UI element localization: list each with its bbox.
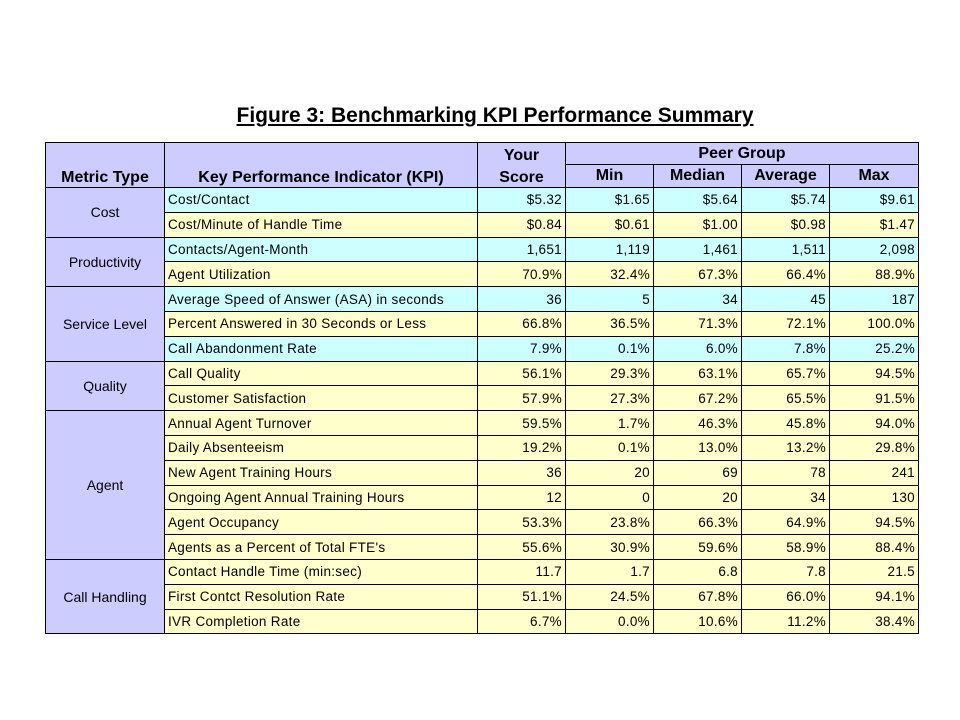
table-row	[46, 237, 919, 262]
table-row	[46, 411, 919, 436]
max-cell: 38.4%	[830, 609, 919, 634]
min-cell: 1.7%	[566, 411, 654, 436]
your-score-cell: $0.84	[478, 212, 566, 237]
your-score-cell: 70.9%	[478, 262, 566, 287]
header-your: Your	[478, 143, 566, 165]
average-cell: 34	[742, 485, 830, 510]
median-cell: 6.0%	[654, 336, 742, 361]
median-cell: 1,461	[654, 237, 742, 262]
your-score-cell: 6.7%	[478, 609, 566, 634]
median-cell: 69	[654, 460, 742, 485]
max-cell: 94.1%	[830, 584, 919, 609]
max-cell: 130	[830, 485, 919, 510]
average-cell: $5.74	[742, 188, 830, 213]
kpi-cell: Call Abandonment Rate	[165, 336, 478, 361]
kpi-cell: Call Quality	[165, 361, 478, 386]
table-row	[46, 212, 919, 237]
table-row	[46, 311, 919, 336]
max-cell: 100.0%	[830, 311, 919, 336]
header-min: Min	[566, 165, 654, 188]
average-cell: 45.8%	[742, 411, 830, 436]
min-cell: 32.4%	[566, 262, 654, 287]
max-cell: 25.2%	[830, 336, 919, 361]
median-cell: 63.1%	[654, 361, 742, 386]
kpi-cell: Annual Agent Turnover	[165, 411, 478, 436]
your-score-cell: 7.9%	[478, 336, 566, 361]
median-cell: 67.3%	[654, 262, 742, 287]
max-cell: 29.8%	[830, 435, 919, 460]
metric-type-cell: Productivity	[46, 237, 165, 287]
kpi-cell: Contacts/Agent-Month	[165, 237, 478, 262]
average-cell: 13.2%	[742, 435, 830, 460]
kpi-cell: Agent Occupancy	[165, 510, 478, 535]
min-cell: 0.1%	[566, 435, 654, 460]
median-cell: 66.3%	[654, 510, 742, 535]
table-row	[46, 336, 919, 361]
median-cell: 46.3%	[654, 411, 742, 436]
average-cell: 1,511	[742, 237, 830, 262]
table-row	[46, 609, 919, 634]
table-row	[46, 188, 919, 213]
table-row	[46, 485, 919, 510]
kpi-cell: First Contct Resolution Rate	[165, 584, 478, 609]
average-cell: 11.2%	[742, 609, 830, 634]
kpi-cell: Agent Utilization	[165, 262, 478, 287]
your-score-cell: 55.6%	[478, 535, 566, 560]
average-cell: 64.9%	[742, 510, 830, 535]
header-score: Score	[478, 165, 566, 188]
table-row	[46, 361, 919, 386]
your-score-cell: $5.32	[478, 188, 566, 213]
max-cell: 241	[830, 460, 919, 485]
kpi-cell: Ongoing Agent Annual Training Hours	[165, 485, 478, 510]
min-cell: 1,119	[566, 237, 654, 262]
header-blank-cell	[46, 143, 165, 165]
header-kpi: Key Performance Indicator (KPI)	[165, 165, 478, 188]
median-cell: 20	[654, 485, 742, 510]
median-cell: 34	[654, 287, 742, 312]
average-cell: 66.4%	[742, 262, 830, 287]
kpi-cell: Contact Handle Time (min:sec)	[165, 559, 478, 584]
max-cell: 21.5	[830, 559, 919, 584]
header-peer-group: Peer Group	[566, 143, 919, 165]
max-cell: $1.47	[830, 212, 919, 237]
max-cell: 94.0%	[830, 411, 919, 436]
min-cell: 27.3%	[566, 386, 654, 411]
min-cell: 5	[566, 287, 654, 312]
your-score-cell: 19.2%	[478, 435, 566, 460]
metric-type-cell: Service Level	[46, 287, 165, 361]
max-cell: 88.4%	[830, 535, 919, 560]
table-row	[46, 460, 919, 485]
median-cell: $5.64	[654, 188, 742, 213]
min-cell: 0	[566, 485, 654, 510]
median-cell: 13.0%	[654, 435, 742, 460]
table-row	[46, 287, 919, 312]
max-cell: 187	[830, 287, 919, 312]
average-cell: 65.5%	[742, 386, 830, 411]
max-cell: 94.5%	[830, 361, 919, 386]
header-blank-cell	[165, 143, 478, 165]
metric-type-cell: Cost	[46, 188, 165, 238]
your-score-cell: 51.1%	[478, 584, 566, 609]
metric-type-cell: Quality	[46, 361, 165, 411]
min-cell: 24.5%	[566, 584, 654, 609]
kpi-cell: New Agent Training Hours	[165, 460, 478, 485]
kpi-cell: IVR Completion Rate	[165, 609, 478, 634]
header-metric-type: Metric Type	[46, 165, 165, 188]
kpi-table	[45, 142, 919, 634]
min-cell: 36.5%	[566, 311, 654, 336]
average-cell: 7.8%	[742, 336, 830, 361]
max-cell: 2,098	[830, 237, 919, 262]
header-max: Max	[830, 165, 919, 188]
median-cell: 71.3%	[654, 311, 742, 336]
average-cell: 65.7%	[742, 361, 830, 386]
table-row	[46, 559, 919, 584]
your-score-cell: 59.5%	[478, 411, 566, 436]
kpi-cell: Percent Answered in 30 Seconds or Less	[165, 311, 478, 336]
median-cell: $1.00	[654, 212, 742, 237]
min-cell: 29.3%	[566, 361, 654, 386]
table-row	[46, 584, 919, 609]
median-cell: 10.6%	[654, 609, 742, 634]
header-median: Median	[654, 165, 742, 188]
min-cell: $1.65	[566, 188, 654, 213]
min-cell: 0.0%	[566, 609, 654, 634]
average-cell: $0.98	[742, 212, 830, 237]
average-cell: 45	[742, 287, 830, 312]
max-cell: 91.5%	[830, 386, 919, 411]
kpi-cell: Agents as a Percent of Total FTE's	[165, 535, 478, 560]
your-score-cell: 11.7	[478, 559, 566, 584]
min-cell: 23.8%	[566, 510, 654, 535]
metric-type-cell: Call Handling	[46, 559, 165, 633]
max-cell: 88.9%	[830, 262, 919, 287]
kpi-cell: Cost/Contact	[165, 188, 478, 213]
table-row	[46, 386, 919, 411]
kpi-table-body	[46, 188, 919, 634]
table-row	[46, 435, 919, 460]
min-cell: 1.7	[566, 559, 654, 584]
kpi-cell: Average Speed of Answer (ASA) in seconds	[165, 287, 478, 312]
kpi-cell: Customer Satisfaction	[165, 386, 478, 411]
your-score-cell: 56.1%	[478, 361, 566, 386]
min-cell: $0.61	[566, 212, 654, 237]
your-score-cell: 66.8%	[478, 311, 566, 336]
min-cell: 30.9%	[566, 535, 654, 560]
your-score-cell: 53.3%	[478, 510, 566, 535]
kpi-cell: Daily Absenteeism	[165, 435, 478, 460]
median-cell: 59.6%	[654, 535, 742, 560]
kpi-cell: Cost/Minute of Handle Time	[165, 212, 478, 237]
table-row	[46, 262, 919, 287]
max-cell: 94.5%	[830, 510, 919, 535]
median-cell: 67.8%	[654, 584, 742, 609]
metric-type-cell: Agent	[46, 411, 165, 560]
your-score-cell: 57.9%	[478, 386, 566, 411]
your-score-cell: 1,651	[478, 237, 566, 262]
your-score-cell: 36	[478, 287, 566, 312]
table-row	[46, 535, 919, 560]
header-average: Average	[742, 165, 830, 188]
average-cell: 72.1%	[742, 311, 830, 336]
figure-title: Figure 3: Benchmarking KPI Performance Summary	[236, 104, 754, 127]
your-score-cell: 12	[478, 485, 566, 510]
median-cell: 6.8	[654, 559, 742, 584]
min-cell: 20	[566, 460, 654, 485]
median-cell: 67.2%	[654, 386, 742, 411]
max-cell: $9.61	[830, 188, 919, 213]
average-cell: 78	[742, 460, 830, 485]
average-cell: 66.0%	[742, 584, 830, 609]
average-cell: 7.8	[742, 559, 830, 584]
average-cell: 58.9%	[742, 535, 830, 560]
your-score-cell: 36	[478, 460, 566, 485]
min-cell: 0.1%	[566, 336, 654, 361]
table-row	[46, 510, 919, 535]
